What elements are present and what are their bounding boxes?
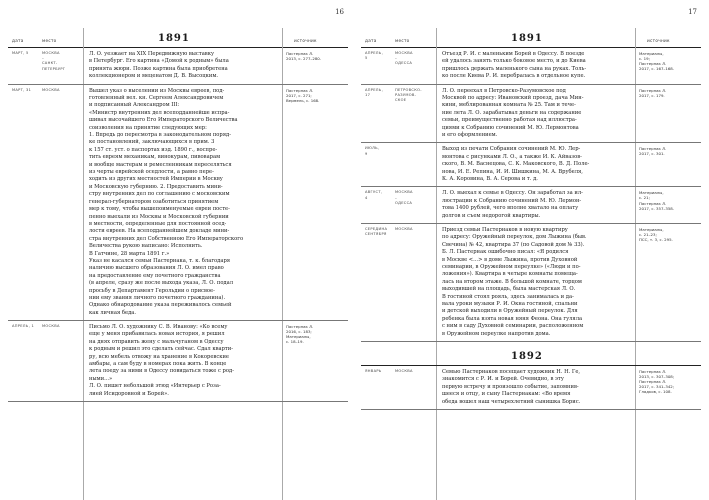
text-line: Приезд семьи Пастернаков в новую квартиру [442,226,568,233]
source-line: 2017, с. 341–342; [639,384,675,390]
source-line: Пастернак Л. [639,368,667,374]
text-line: ребенка была взята новая няня Феона. Она гуляла [442,315,583,322]
source-line: Материалы, [286,334,311,340]
text-line: К. А. Коровина, В. А. Серова и т. д. [442,176,538,183]
source-line: 2017, с. 167–168. [639,66,675,72]
table-row [361,366,701,410]
text-line: к 157 ст. уст. о паспортах изд. 1890 г., воспре- [89,146,218,153]
text-line: коллекционером и меценатом Д. В. Высоцким. [89,73,218,80]
source-cell [286,324,346,344]
table-row [8,321,348,402]
date-cell [365,88,395,98]
source-line: Пастернак Л. [639,146,667,152]
text-line: ского, В. М. Васнецова, С. К. Маковского, В. Д. Поле- [442,161,590,168]
place-cell [395,369,431,374]
date-line: СЕНТЯБРЯ [365,232,387,237]
text-line: Москвой по адресу: Ивановский проезд, дача Мин- [442,95,584,101]
place-line: ОДЕССА [395,200,413,205]
text-line: монтова с рисунками Л. О., а также И. К. Айвазов- [442,153,582,160]
text-line: еще у меня прибавилась новая история, я решил [89,331,225,338]
date-line: АПРЕЛЬ, [365,87,384,92]
source-line: 2013, с. 277–280. [286,56,322,62]
page-number: 16 [335,8,344,16]
text-line: на днях отправить жену с мальчуганом в Одессу [89,338,224,345]
source-cell [286,51,346,61]
table-header [361,28,701,48]
place-cell [395,227,431,232]
text-line: в Оружейном переулке напротив дома. [442,330,551,337]
date-line: ЯНВАРЬ [365,368,382,373]
source-line: с. 18–19. [286,339,304,345]
place-cell [42,88,78,93]
text-line: Л. О. уезжает на XIX Передвижную выставку [89,51,215,57]
text-line: пришлось держать маленького сына на руках. Толь- [442,65,587,72]
text-line: нии ему звания личного почетного гражданина). [89,294,226,301]
source-line: с. 21–23; [639,232,657,238]
chronicle-table [8,48,348,402]
date-cell [365,146,395,156]
place-line: МОСКВА [395,190,413,195]
date-cell [365,51,395,61]
source-line: 2017, с. 271; [286,92,312,98]
text-line: мер к тому, чтобы вышепоименуемые евреи посте- [89,206,230,213]
left-page [8,0,348,500]
source-cell [639,51,699,71]
table-row [8,85,348,321]
date-line: 4 [365,195,368,200]
place-line: МОСКВА [42,51,60,55]
text-line: знакомится с Р. И. и Борей. Очевидно, в эту [442,376,564,383]
source-line: 2016, с. 183; [286,329,312,335]
source-line: Гладков, с. 108. [639,389,672,395]
event-cell [442,190,634,220]
text-line: амбары, а сам буду в номерах пока жить. В конце [89,361,227,368]
text-line: Однако обнародование указа переживалось семьей [89,302,232,309]
place-line: МОСКВА [42,87,60,92]
text-line: Л. О. пишет небольшой этюд «Интерьер с Роза- [89,383,221,390]
source-cell [639,369,699,394]
source-line: 2017, с. 357–358. [639,205,675,211]
date-cell [12,88,42,93]
text-line: и подписанный Александром III: [89,102,180,109]
text-line: Величества рукою написано: Исполнить. [89,243,203,250]
table-row [361,48,701,85]
text-line: по адресу: Оружейный переулок, дом Лыжина (быв. [442,234,587,241]
header-year: 1891 [158,33,190,44]
text-line: Письмо Л. О. художнику С. В. Иванову: «Ко всему [89,323,228,330]
date-cell [12,51,42,56]
header-source: источник [647,38,670,43]
place-line: ПЕТЕРБУРГ [42,66,66,71]
text-line: (в апреле, сразу же после выхода указа, Л. О. подал [89,280,234,287]
text-line: пенно выехали из Москвы и Московской губернии [89,213,229,220]
text-line: Б. Л. Пастернак ошибочно писал: «Я родился [442,249,569,256]
source-line: с. 19; [639,56,650,62]
place-cell [395,51,431,67]
header-date: дата [365,38,377,43]
date-line: 5 [365,56,368,61]
event-cell [89,51,281,81]
table-row [361,224,701,342]
header-year: 1891 [511,33,543,44]
text-line: Л. О. выехал к семье в Одессу. Он заработал за ил- [442,190,583,197]
date-cell [365,227,395,237]
text-line: ными...» [89,375,113,382]
text-line: лией Исидоровной и Борей». [89,390,169,397]
date-line: 9 [365,151,368,156]
text-line: Л. О. переехал в Петровско-Разумовское под [442,87,566,94]
event-cell [442,146,634,183]
source-cell [639,227,699,242]
text-line: шивал высочайшего Его Императорского Величества [89,117,238,124]
text-line: лости евреев. На всеподданнейшем докладе мини- [89,228,230,235]
source-cell [639,146,699,156]
text-line: наличию высшего образования Л. О. имел право [89,265,224,272]
text-line: как личная беда. [89,309,137,316]
text-line: Семью Пастернаков посещает художник Н. Н. Ге, [442,368,581,375]
text-line: В Гатчине, 28 марта 1891 г.» [89,250,170,257]
source-line: Материалы, [639,51,664,56]
place-line: ОДЕССА [395,61,413,66]
table-row [8,48,348,85]
place-line: – [395,56,398,61]
right-page [361,0,701,500]
text-line: ру, всю мебель отвожу на хранение в Кокоревские [89,353,229,360]
text-line: с ним в саду Духовной семинарии, расположенном [442,323,584,330]
text-line: 1. Впредь до пересмотра в законодательном поряд- [89,132,231,139]
table-row [361,187,701,224]
place-line: ПЕТРОВСКО- [395,87,422,92]
text-line: готовленный вел. кн. Сергеем Александровичем [89,95,224,101]
text-line: циями к Собранию сочинений М. Ю. Лермонтова [442,124,579,131]
text-line: и его оформлением. [442,132,498,139]
source-line: Пастернак Л. [286,51,314,56]
source-line: 2017, с. 179. [639,92,665,98]
text-line: ходить из других местностей Империи в Москву [89,176,223,183]
text-line: тить евреям механикам, винокурам, пивоварам [89,154,221,161]
source-line: Пастернак Л. [639,200,667,206]
place-cell [395,190,431,206]
place-line: МОСКВА [395,226,413,231]
text-line: обеда вошел наш четырехлетний сынишка Борис. [442,398,581,405]
text-line: шееся и отцу, и сыну Пастернакам: «Во время [442,391,571,398]
date-line: 17 [365,92,371,97]
text-line: выходившей на площадь, была мастерская Л. О. [442,286,576,293]
year-heading: 1892 [511,350,543,362]
text-line: ложения»). Квартира в четыре комнаты помеща- [442,271,578,278]
event-cell [442,88,634,140]
text-line: Свечина) № 42, квартира 37 (по Садовой дом № 33). [442,241,585,248]
text-line: ей удалось занять только боковое место, и до Киева [442,58,586,65]
source-line: Пастернак Л. [639,87,667,93]
event-cell [442,51,634,81]
place-cell [395,88,431,104]
place-line: МОСКВА [42,323,60,328]
text-line: в местности, определенные для постоянной осед- [89,220,227,227]
text-line: принята жюри. Позже картина была приобретена [89,65,228,72]
event-cell [89,88,281,318]
event-cell [442,369,634,406]
text-line: стру внутренних дел по соглашению с московским [89,191,230,198]
date-line: МАРТ, 31 [12,87,32,92]
table-row [361,85,701,144]
text-line: лета поеду за ними в Одессу повидаться тоже с род- [89,368,234,375]
date-cell [12,324,42,329]
date-line: СЕРЕДИНА [365,226,388,231]
year-heading-row [361,342,701,366]
text-line: вала уроки музыки Р. И. Окна гостиной, спальни [442,301,578,308]
place-line: СКОЕ [395,98,407,102]
text-line: в Петербург. Его картина «Домой к родным» была [89,58,229,65]
text-line: долгов и съем недорогой квартиры. [442,212,541,219]
text-line: семьи, преимущественно работая над иллюстра- [442,117,577,124]
text-line: и вообще мастерам и ремесленникам переселяться [89,161,232,168]
place-line: – [395,195,398,200]
text-line: ке постановлений, заключающихся в прим. 3 [89,139,215,146]
date-line: ИЮЛЬ, [365,146,380,151]
source-cell [286,88,346,103]
place-line: САНКТ- [42,61,58,66]
text-line: и Московскую губернию. 2. Предоставить мини- [89,183,223,190]
header-source: источник [294,38,317,43]
chronicle-table [361,48,701,410]
table-row [361,143,701,187]
text-line: ние лета Л. О. зарабатывал деньги на содержание [442,109,582,116]
source-line: ПСС, т. 3, с. 295. [639,237,673,243]
text-line: к родным и решил это сделать сейчас. Сдал кварти- [89,346,233,353]
text-line: просьбу в Департамент Герольдии о присвое- [89,287,215,294]
source-cell [639,190,699,210]
text-line: стра внутренних дел Собственною Его Императорского [89,235,244,242]
event-cell [89,324,281,398]
date-line: МАРТ, 5 [12,51,29,55]
source-line: Пастернак Л. [639,61,667,67]
text-line: Указ не касался семьи Пастернака, т. к. благодаря [89,257,231,264]
header-place: место [395,38,410,43]
source-line: Пастернак Л. [286,87,314,93]
place-line: МОСКВА [395,51,413,55]
text-line: семинарии, в Оружейном переулке» («Люди и по- [442,264,581,271]
text-line: генерал-губернатором озаботиться принятием [89,198,219,205]
text-line: ко после Киева Р. И. перебралась в отдельное купе. [442,73,586,80]
place-line: РАЗУМОВ- [395,92,417,97]
header-date: дата [12,38,24,43]
place-cell [42,324,78,329]
event-cell [442,227,634,338]
text-line: Выход из печати Собрания сочинений М. Ю. Лер- [442,146,581,153]
text-line: нова, И. Е. Репина, И. И. Шишкина, М. А. Врубеля, [442,168,583,175]
text-line: В гостиной стоял рояль, здесь занималась и да- [442,293,574,300]
text-line: това 1400 рублей, чего вполне хватало на оплату [442,205,579,212]
place-line: – [42,56,45,61]
text-line: люстрации к Собранию сочинений М. Ю. Лермон- [442,197,582,204]
table-header [8,28,348,48]
source-line: Вермель, с. 168. [286,97,320,103]
text-line: соизволения на принятие следующих мер: [89,124,207,131]
text-line: «Министр внутренних дел всеподданнейше испра- [89,109,230,116]
source-cell [639,88,699,98]
source-line: Материалы, [639,226,664,232]
text-line: Отъезд Р. И. с маленьким Борей в Одессу. В поезде [442,51,585,57]
source-line: Материалы, [639,190,664,196]
text-line: из черты еврейской оседлости, а равно пере- [89,169,214,176]
text-line: первую встречу и произошло событие, запомнив- [442,383,579,390]
source-line: Пастернак Л. [286,323,314,329]
header-place: место [42,38,57,43]
text-line: и детской выходили в Оружейный переулок. Для [442,308,578,315]
source-line: Пастернак Л. [639,379,667,385]
source-line: 2013, с. 307–308; [639,374,675,380]
text-line: в Москве <...> в доме Лыжина, против Духовной [442,256,578,263]
text-line: на предоставление ему почетного гражданства [89,272,221,279]
source-line: с. 21; [639,195,650,201]
date-line: АПРЕЛЬ, 1 [12,323,35,328]
date-line: АПРЕЛЬ, [365,51,384,55]
text-line: кини, меблированная комната № 25. Там и тече- [442,102,576,109]
source-line: 2017, с. 301. [639,151,665,157]
date-line: АВГУСТ, [365,190,383,195]
place-cell [42,51,78,72]
date-cell [365,190,395,200]
text-line: лась на втором этаже. В большой комнате, торцом [442,278,582,285]
text-line: Вышел указ о выселении из Москвы евреев, под- [89,87,225,94]
place-line: МОСКВА [395,368,413,373]
date-cell [365,369,395,374]
page-number: 17 [688,8,697,16]
